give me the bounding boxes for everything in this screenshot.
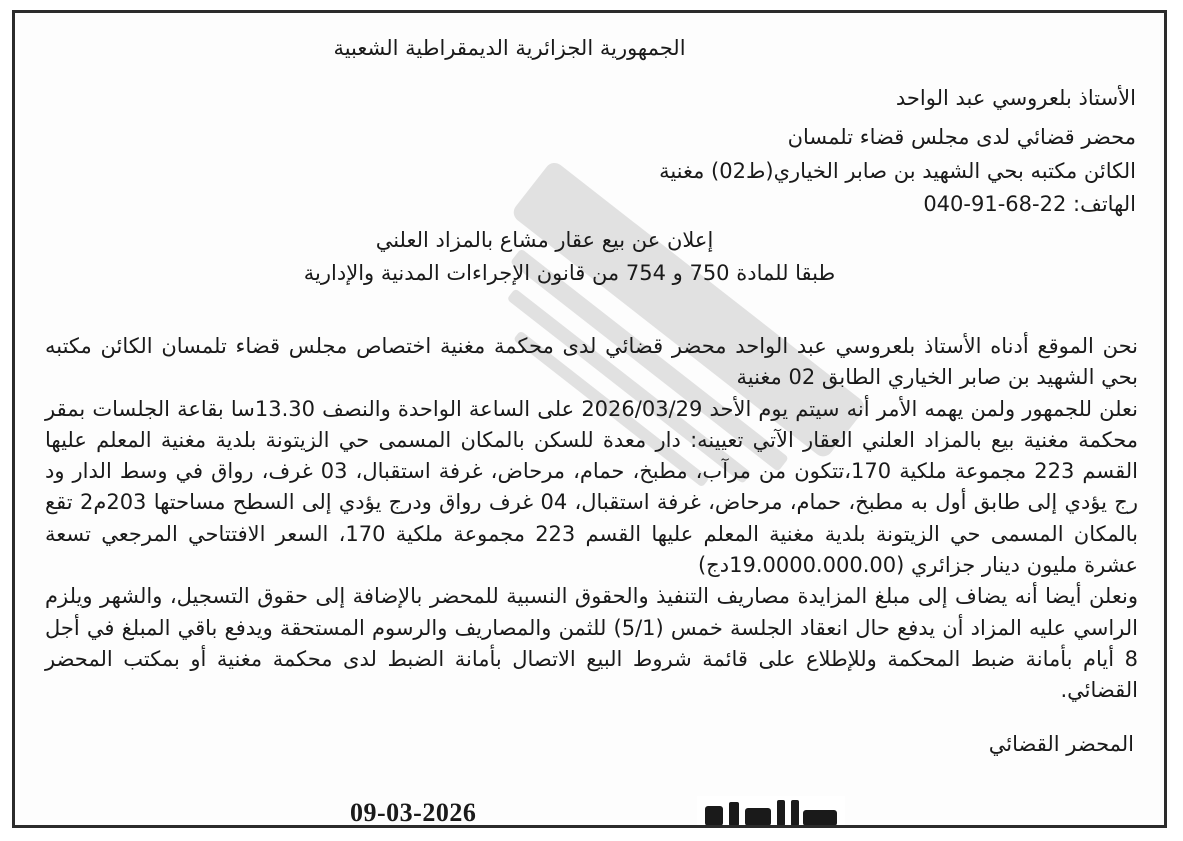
notice-document xyxy=(15,13,1164,825)
publication-date: 09-03-2026 xyxy=(350,798,477,827)
bailiff-name: الأستاذ بلعروسي عبد الواحد xyxy=(895,86,1136,110)
body-paragraph-3: ونعلن أيضا أنه يضاف إلى مبلغ المزايدة مصاريف التنفيذ والحقوق النسبية للمحضر بالإضافة إلى حقوق التسجيل، والشهر ويلزم الراسي عليه المزاد أن يدفع حال انعقاد الجلسة خمس (5/1) للثمن والمصاريف والرسوم المستحقة ويدفع باقي المبلغ في أجل 8 أيام بأمانة ضبط المحكمة وللإطلاع على قائمة شروط البيع الاتصال بأمانة الضبط لدى محكمة مغنية أو بمكتب المحضر القضائي. xyxy=(45,584,1138,703)
office-phone: الهاتف: 22-68-91-040 xyxy=(923,192,1136,216)
notice-frame xyxy=(12,10,1167,828)
body-paragraph-2: نعلن للجمهور ولمن يهمه الأمر أنه سيتم يوم الأحد 2026/03/29 على الساعة الواحدة والنصف 13.30سا بقاعة الجلسات بمقر محكمة مغنية بيع بالمزاد العلني العقار الآتي تعيينه: دار معدة للسكن بالمكان المسمى حي الزيتونة بلدية مغنية المعلم عليها القسم 223 مجموعة ملكية 170،تتكون من مرآب، مطبخ، حمام، مرحاض، غرفة استقبال، 03 غرف، رواق في وسط الدار ود رج يؤدي إلى طابق أول به مطبخ، حمام، مرحاض، غرفة استقبال، 04 غرف رواق ودرج يؤدي إلى السطح مساحتها 203م2 تقع بالمكان المسمى حي الزيتونة بلدية مغنية المعلم عليها القسم 223 مجموعة ملكية 170، السعر الافتتاحي المرجعي تسعة عشرة مليون دينار جزائري (19.0000.000.00دج) xyxy=(45,396,1139,578)
republic-heading: الجمهورية الجزائرية الديمقراطية الشعبية xyxy=(333,36,686,60)
bailiff-position: محضر قضائي لدى مجلس قضاء تلمسان xyxy=(787,125,1136,149)
notice-body xyxy=(45,331,1138,707)
newspaper-logo xyxy=(697,796,845,828)
office-address: الكائن مكتبه بحي الشهيد بن صابر الخياري(ط02) مغنية xyxy=(659,159,1136,183)
body-paragraph-1: نحن الموقع أدناه الأستاذ بلعروسي عبد الواحد محضر قضائي لدى محكمة مغنية اختصاص مجلس قضاء تلمسان الكائن مكتبه بحي الشهيد بن صابر الخياري الطابق 02 مغنية xyxy=(45,334,1138,390)
notice-subtitle: طبقا للمادة 750 و 754 من قانون الإجراءات المدنية والإدارية xyxy=(303,261,836,285)
signature-label: المحضر القضائي xyxy=(988,732,1134,756)
notice-title: إعلان عن بيع عقار مشاع بالمزاد العلني xyxy=(375,228,714,252)
